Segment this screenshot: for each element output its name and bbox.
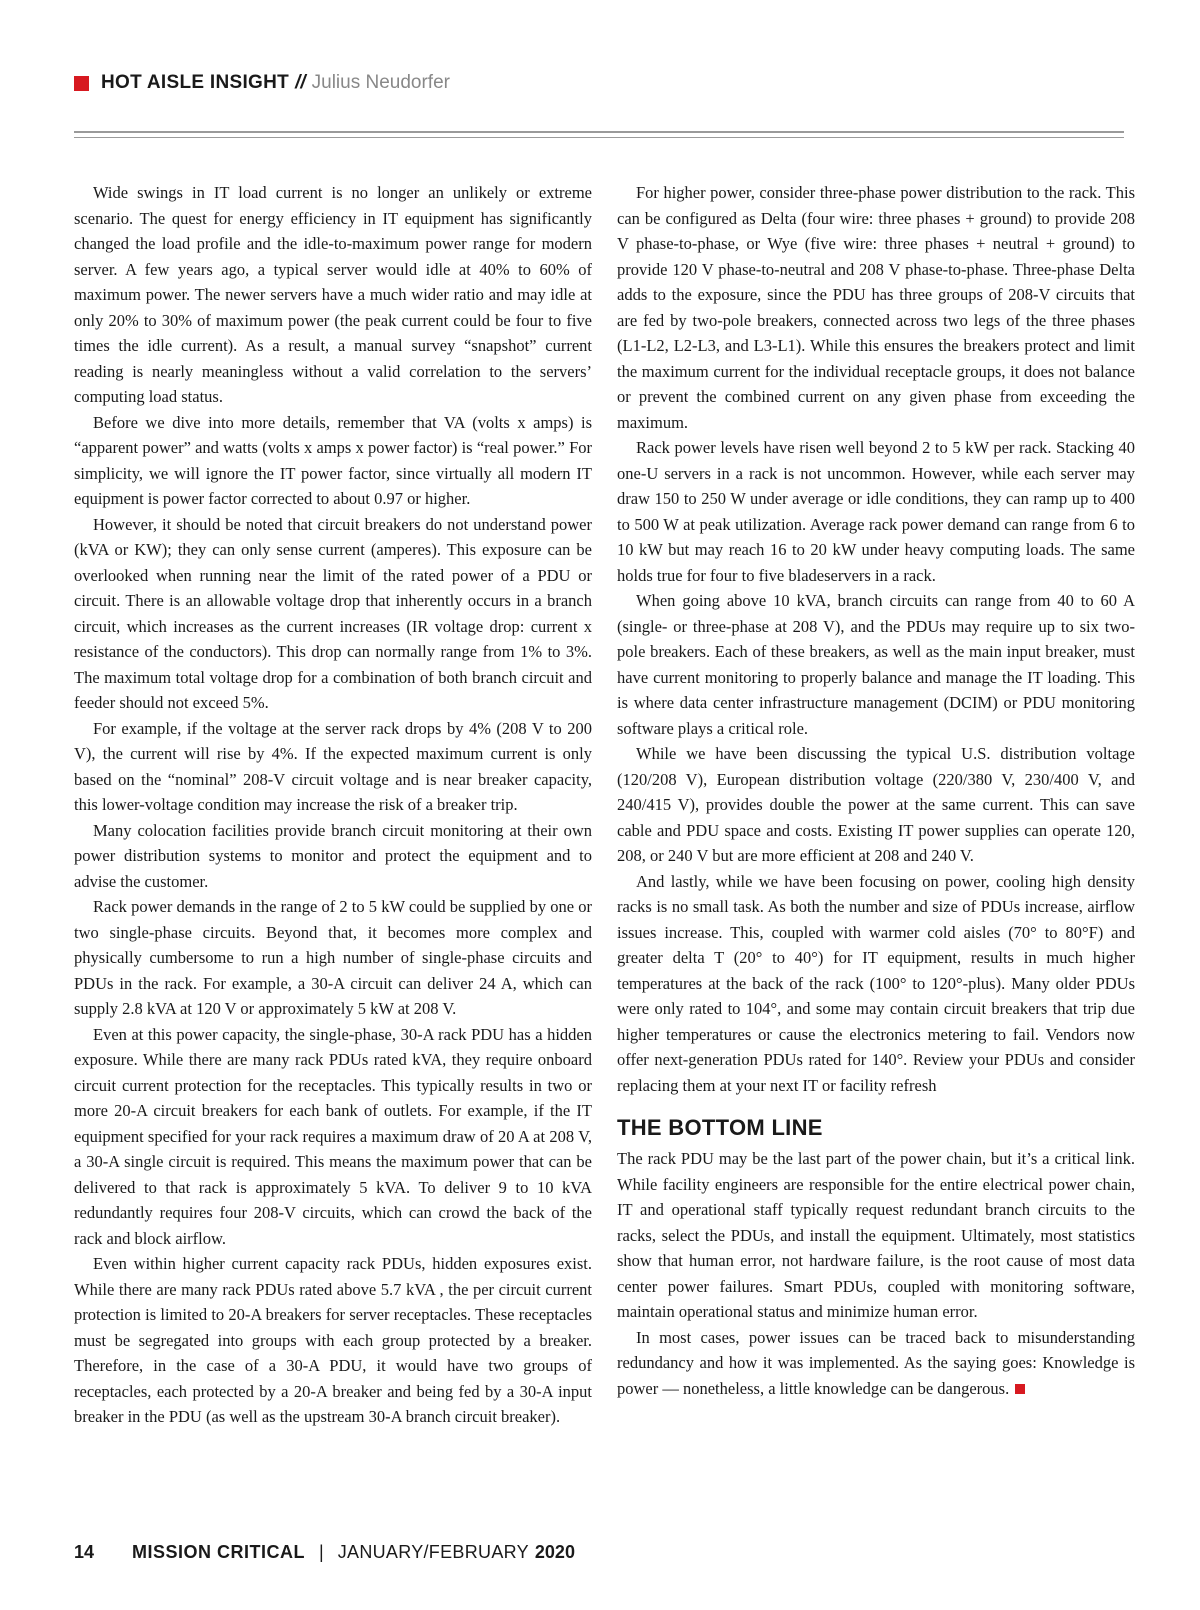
body-paragraph: However, it should be noted that circuit breakers do not understand power (kVA or KW); they can only sense current (amperes). This exposure can be overlooked when running near the limit of the rated power of a PDU or circuit. There is an allowable voltage drop that inherently occurs in a branch circuit, which increases as the current increases (IR voltage drop: current x resistance of the conductors). This drop can normally range from 1% to 3%. The maximum total voltage drop for a combination of both branch circuit and feeder should not exceed 5%. — [74, 514, 592, 712]
body-paragraph: For example, if the voltage at the server rack drops by 4% (208 V to 200 V), the current will rise by 4%. If the expected maximum current is only based on the “nominal” 208-V circuit voltage and is near breaker capacity, this lower-voltage condition may increase the risk of a breaker trip. — [74, 718, 592, 814]
section-heading: THE BOTTOM LINE — [617, 1115, 823, 1140]
body-paragraph: While we have been discussing the typical U.S. distribution voltage (120/208 V), European distribution voltage (220/380 V, 230/400 V, and 240/415 V), provides double the power at the same current. This can save cable and PDU space and costs. Existing IT power supplies can operate 120, 208, or 240 V but are more efficient at 208 and 240 V. — [617, 744, 1135, 865]
header-separator: // — [295, 72, 306, 93]
body-paragraph: The rack PDU may be the last part of the power chain, but it’s a critical link. While facility engineers are responsible for the entire electrical power chain, IT and operational staff typically request redundant branch circuits to the racks, select the PDUs, and install the equipment. Ultimately, most statistics show that human error, not hardware failure, is the root cause of most data center power failures. Smart PDUs, coupled with monitoring software, maintain operational status and minimize human error. — [617, 1149, 1135, 1321]
page-number: 14 — [74, 1542, 95, 1562]
closing-paragraph — [617, 1325, 1135, 1402]
page-header — [74, 72, 450, 94]
right-column — [617, 180, 1135, 1401]
issue-date: JANUARY/FEBRUARY — [337, 1542, 529, 1562]
page-footer — [74, 1542, 575, 1563]
body-paragraph: Many colocation facilities provide branch circuit monitoring at their own power distribution systems to monitor and protect the equipment and to advise the customer. — [74, 820, 592, 891]
body-paragraph: When going above 10 kVA, branch circuits can range from 40 to 60 A (single- or three-phase at 208 V), and the PDUs may require up to six two-pole breakers. Each of these breakers, as well as the main input breaker, must have current monitoring to properly balance and manage the IT loading. This is where data center infrastructure management (DCIM) or PDU monitoring software plays a critical role. — [617, 591, 1135, 738]
body-paragraph: Rack power demands in the range of 2 to 5 kW could be supplied by one or two single-phase circuits. Beyond that, it becomes more complex and physically cumbersome to run a high number of single-phase circuits and PDUs in the rack. For example, a 30-A circuit can deliver 24 A, which can supply 2.8 kVA at 120 V or approximately 5 kW at 208 V. — [74, 897, 592, 1018]
publication-name: MISSION CRITICAL — [132, 1542, 306, 1562]
closing-text: In most cases, power issues can be traced back to misunderstanding redundancy and how it was implemented. As the saying goes: Knowledge is power — nonetheless, a little knowledge can be dangerous. — [617, 1327, 1135, 1398]
body-paragraph: And lastly, while we have been focusing on power, cooling high density racks is no small task. As both the number and size of PDUs increase, airflow issues increase. This, coupled with warmer cold aisles (70° to 80°F) and greater delta T (20° to 40°) for IT equipment, results in much higher temperatures at the back of the rack (100° to 120°-plus). Many older PDUs were only rated to 104°, and some may contain circuit breakers that trip due higher temperatures or cause the electronics metering to fail. Vendors now offer next-generation PDUs rated for 140°. Review your PDUs and consider replacing them at your next IT or facility refresh — [617, 871, 1135, 1095]
body-paragraph: For higher power, consider three-phase power distribution to the rack. This can be configured as Delta (four wire: three phases + ground) to provide 208 V phase-to-phase, or Wye (five wire: three phases + neutral + ground) to provide 120 V phase-to-neutral and 208 V phase-to-phase. Three-phase Delta adds to the exposure, since the PDU has three groups of 208-V circuits that are fed by two-pole breakers, connected across two legs of the three phases (L1-L2, L2-L3, and L3-L1). While this ensures the breakers protect and limit the maximum current for the individual receptacle groups, it does not balance or prevent the combined current on any given phase from exceeding the maximum. — [617, 183, 1135, 432]
end-of-article-icon — [1015, 1384, 1025, 1394]
body-paragraph: Before we dive into more details, remember that VA (volts x amps) is “apparent power” and watts (volts x amps x power factor) is “real power.” For simplicity, we will ignore the IT power factor, since virtually all modern IT equipment is power factor corrected to about 0.97 or higher. — [74, 412, 592, 508]
header-rule-top — [74, 131, 1124, 133]
issue-year: 2020 — [534, 1542, 575, 1562]
body-paragraph: Even within higher current capacity rack PDUs, hidden exposures exist. While there are many rack PDUs rated above 5.7 kVA , the per circuit current protection is limited to 20-A breakers for server receptacles. These receptacles must be segregated into groups with each group protected by a breaker. Therefore, in the case of a 30-A PDU, it would have two groups of receptacles, each protected by a 20-A breaker and being fed by a 30-A input breaker in the PDU (as well as the upstream 30-A branch circuit breaker). — [74, 1254, 592, 1426]
footer-separator: | — [319, 1542, 324, 1562]
body-paragraph: Rack power levels have risen well beyond 2 to 5 kW per rack. Stacking 40 one-U servers in a rack is not uncommon. However, while each server may draw 150 to 250 W under average or idle conditions, they can ramp up to 400 to 500 W at peak utilization. Average rack power demand can range from 6 to 10 kW but may reach 16 to 20 kW under heavy computing loads. The same holds true for four to five bladeservers in a rack. — [617, 438, 1135, 585]
left-column — [74, 180, 592, 1430]
header-marker-icon — [74, 76, 89, 91]
body-paragraph: Even at this power capacity, the single-phase, 30-A rack PDU has a hidden exposure. While there are many rack PDUs rated kVA, they require onboard circuit current protection for the receptacles. This typically results in two or more 20-A circuit breakers for each bank of outlets. For example, if the IT equipment specified for your rack requires a maximum draw of 20 A at 208 V, a 30-A single circuit is required. This means the maximum power that can be delivered to that rack is approximately 5 kVA. To deliver 9 to 10 kVA redundantly requires four 208-V circuits, which can crowd the back of the rack and block airflow. — [74, 1024, 592, 1248]
author-name: Julius Neudorfer — [311, 72, 450, 93]
header-rule-bottom — [74, 137, 1124, 138]
column-title: HOT AISLE INSIGHT — [101, 72, 290, 93]
body-paragraph: Wide swings in IT load current is no longer an unlikely or extreme scenario. The quest for energy efficiency in IT equipment has significantly changed the load profile and the idle-to-maximum power range for modern server. A few years ago, a typical server would idle at 40% to 60% of maximum power. The newer servers have a much wider ratio and may idle at only 20% to 30% of maximum power (the peak current could be four to five times the idle current). As a result, a manual survey “snapshot” current reading is nearly meaningless without a valid correlation to the servers’ computing load status. — [74, 183, 592, 406]
